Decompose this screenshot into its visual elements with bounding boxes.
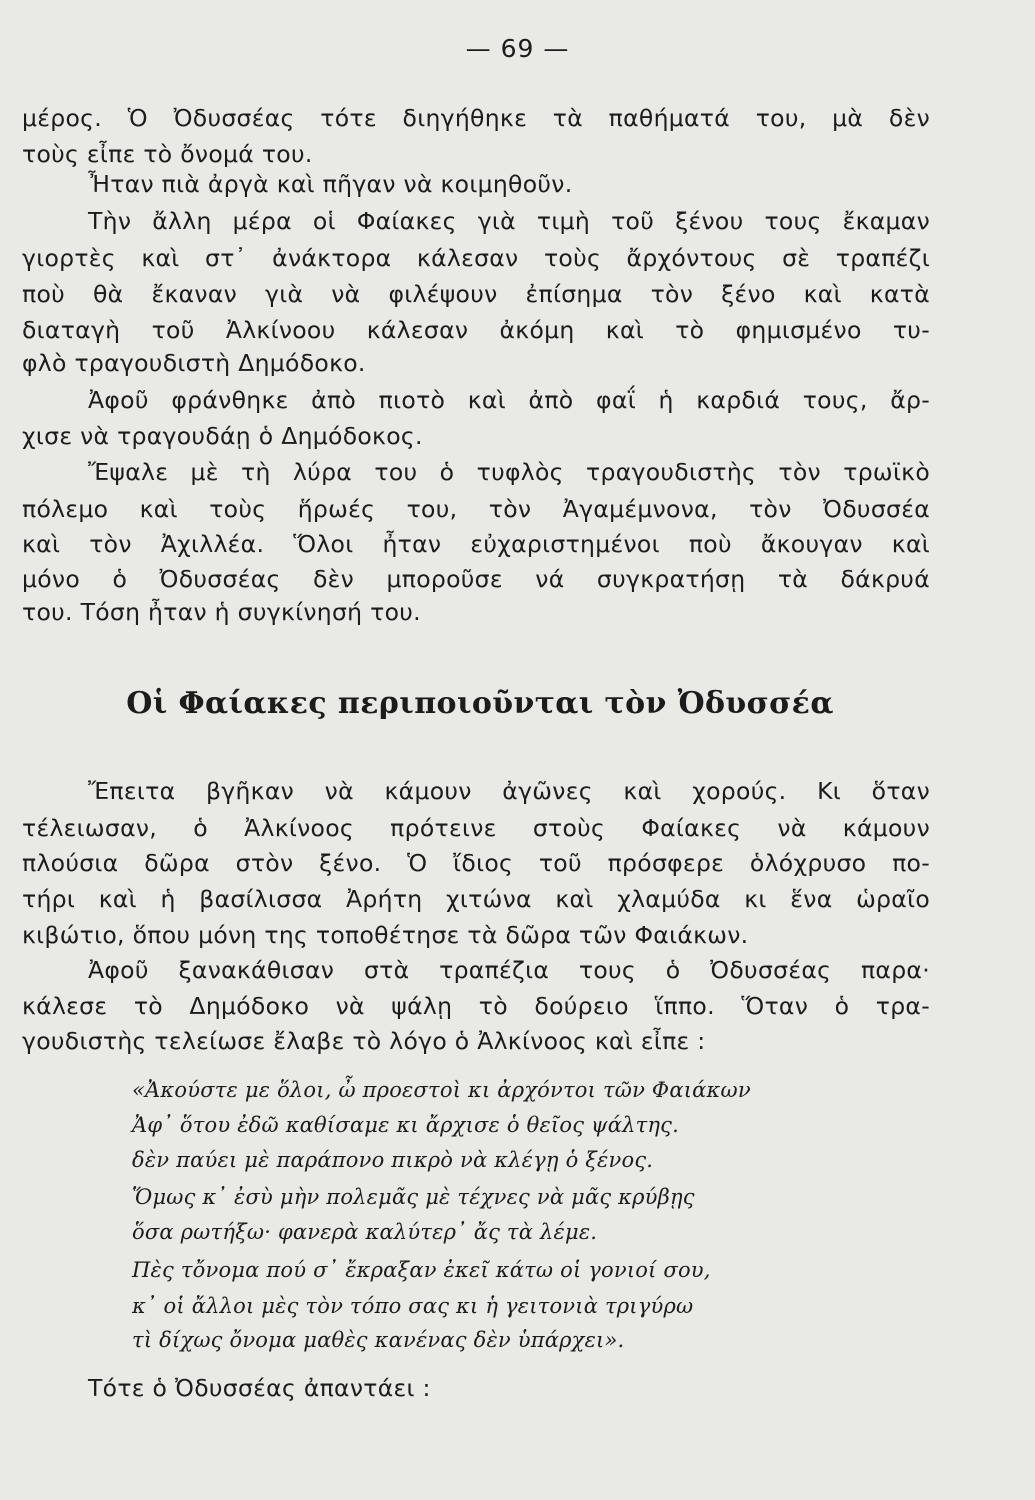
verse-line: τὶ δίχως ὄνομα μαθὲς κανένας δὲν ὑπάρχει». [132,1328,625,1352]
verse-line: Ὅμως κ᾽ ἐσὺ μὴν πολεμᾶς μὲ τέχνες νὰ μᾶς κρύβῃς [132,1185,695,1209]
text-line: Ἀφοῦ φράνθηκε ἀπὸ πιοτὸ καὶ ἀπὸ φαΐ ἡ καρδιά τους, ἄρ- [88,386,930,414]
section-heading: Οἱ Φαίακες περιποιοῦνται τὸν Ὀδυσσέα [126,686,834,721]
text-line: μέρος. Ὁ Ὀδυσσέας τότε διηγήθηκε τὰ παθήματά του, μὰ δὲν [22,104,930,132]
text-line: γουδιστὴς τελείωσε ἔλαβε τὸ λόγο ὁ Ἀλκίνοος καὶ εἶπε : [22,1027,706,1055]
text-line: Τὴν ἄλλη μέρα οἱ Φαίακες γιὰ τιμὴ τοῦ ξένου τους ἔκαμαν [88,207,930,235]
text-line: γιορτὲς καὶ στ᾽ ἀνάκτορα κάλεσαν τοὺς ἄρχόντους σὲ τραπέζι [22,244,930,272]
text-line: καὶ τὸν Ἀχιλλέα. Ὅλοι ἦταν εὐχαριστημένοι ποὺ ἄκουγαν καὶ [22,530,930,558]
text-line: διαταγὴ τοῦ Ἀλκίνοου κάλεσαν ἀκόμη καὶ τὸ φημισμένο τυ- [22,316,930,344]
text-line: Ἀφοῦ ξανακάθισαν στὰ τραπέζια τους ὁ Ὀδυσσέας παρα· [88,956,930,984]
text-line: κιβώτιο, ὅπου μόνη της τοποθέτησε τὰ δῶρα τῶν Φαιάκων. [22,921,749,949]
verse-line: Πὲς τὄνομα πού σ᾽ ἔκραξαν ἐκεῖ κάτω οἱ γονιοί σου, [132,1258,711,1282]
text-line: χισε νὰ τραγουδάῃ ὁ Δημόδοκος. [22,422,423,450]
closing-line: Τότε ὁ Ὀδυσσέας ἀπαντάει : [88,1374,431,1402]
verse-line: κ᾽ οἱ ἄλλοι μὲς τὸν τόπο σας κι ἡ γειτονιὰ τριγύρω [132,1294,694,1318]
verse-line: Ἀφ᾽ ὅτου ἐδῶ καθίσαμε κι ἄρχισε ὁ θεῖος ψάλτης. [132,1113,680,1137]
page-number: — 69 — [465,34,570,63]
text-line: κάλεσε τὸ Δημόδοκο νὰ ψάλῃ τὸ δούρειο ἵππο. Ὅταν ὁ τρα- [22,992,930,1020]
text-line: φλὸ τραγουδιστὴ Δημόδοκο. [22,349,366,377]
text-line: τοὺς εἶπε τὸ ὄνομά του. [22,140,313,168]
text-line: πλούσια δῶρα στὸν ξένο. Ὁ ἴδιος τοῦ πρόσφερε ὁλόχρυσο πο- [22,849,930,877]
text-line: του. Τόση ἦταν ἡ συγκίνησή του. [22,598,421,626]
verse-line: δὲν παύει μὲ παράπονο πικρὸ νὰ κλέγῃ ὁ ξένος. [132,1148,654,1172]
verse-line: «Ἀκούστε με ὅλοι, ὦ προεστοὶ κι ἀρχόντοι τῶν Φαιάκων [132,1078,751,1102]
text-line: Ἦταν πιὰ ἀργὰ καὶ πῆγαν νὰ κοιμηθοῦν. [88,170,573,198]
text-line: τήρι καὶ ἡ βασίλισσα Ἀρήτη χιτώνα καὶ χλαμύδα κι ἕνα ὡραῖο [22,885,930,913]
verse-line: ὅσα ρωτήξω· φανερὰ καλύτερ᾽ ἄς τὰ λέμε. [132,1220,598,1244]
text-line: τέλειωσαν, ὁ Ἀλκίνοος πρότεινε στοὺς Φαίακες νὰ κάμουν [22,814,930,842]
text-line: μόνο ὁ Ὀδυσσέας δὲν μποροῦσε νά συγκρατήσῃ τὰ δάκρυά [22,565,930,593]
text-line: Ἔψαλε μὲ τὴ λύρα του ὁ τυφλὸς τραγουδιστὴς τὸν τρωϊκὸ [88,458,930,486]
text-line: πόλεμο καὶ τοὺς ἥρωές του, τὸν Ἀγαμέμνονα, τὸν Ὀδυσσέα [22,495,930,523]
text-line: Ἔπειτα βγῆκαν νὰ κάμουν ἀγῶνες καὶ χορούς. Κι ὅταν [88,777,930,805]
text-line: ποὺ θὰ ἔκαναν γιὰ νὰ φιλέψουν ἐπίσημα τὸν ξένο καὶ κατὰ [22,280,930,308]
